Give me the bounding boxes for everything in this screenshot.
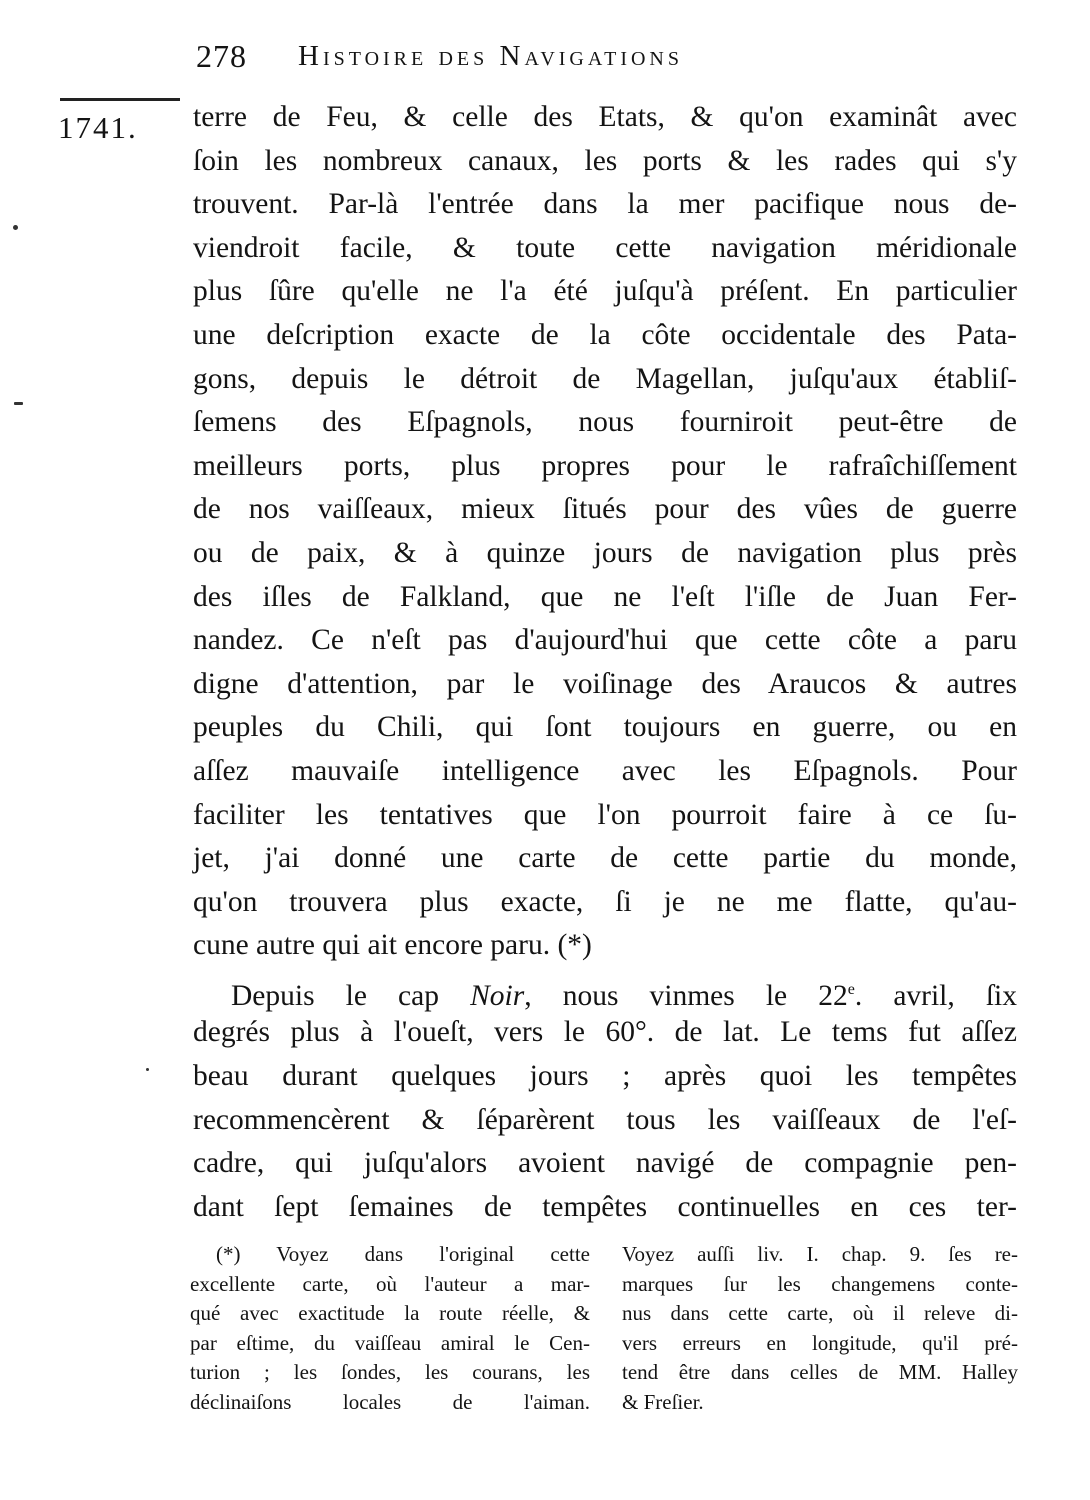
footnote-line: qué avec exactitude la route réelle, &	[190, 1301, 590, 1325]
text-line: ſoin les nombreux canaux, les ports & les rades qui s'y	[193, 144, 1017, 177]
text-line: cune autre qui ait encore paru. (*)	[193, 929, 592, 962]
footnote-line: (*) Voyez dans l'original cette	[216, 1242, 590, 1266]
text-line: dant ſept ſemaines de tempêtes continuelles en ces ter-	[193, 1190, 1017, 1223]
text-run: . avril, ſix	[854, 979, 1017, 1012]
footnote-line: nus dans cette carte, où il releve di-	[622, 1301, 1018, 1325]
text-line: des iſles de Falkland, que ne l'eſt l'iſle de Juan Fer-	[193, 580, 1017, 613]
footnote-column-right	[622, 1240, 1018, 1417]
text-line: une deſcription exacte de la côte occidentale des Pata-	[193, 318, 1017, 351]
text-line: recommencèrent & ſéparèrent tous les vaiſſeaux de l'eſ-	[193, 1103, 1017, 1136]
paragraph-first-line	[193, 968, 1017, 1012]
italic-place-name: Noir	[470, 979, 525, 1012]
text-line: viendroit facile, & toute cette navigation méridionale	[193, 231, 1017, 264]
footnote-line: turion ; les ſondes, les courans, les	[190, 1360, 590, 1384]
text-line: meilleurs ports, plus propres pour le rafraîchiſſement	[193, 449, 1017, 482]
text-line: qu'on trouvera plus exacte, ſi je ne me flatte, qu'au-	[193, 885, 1017, 918]
text-run: Depuis le cap	[231, 979, 471, 1012]
text-line: nandez. Ce n'eſt pas d'aujourd'hui que cette côte a paru	[193, 624, 1017, 657]
text-line: de nos vaiſſeaux, mieux ſitués pour des vûes de guerre	[193, 493, 1017, 526]
running-title: Histoire des Navigations	[298, 40, 683, 72]
footnote-line: excellente carte, où l'auteur a mar-	[190, 1271, 590, 1296]
page-number: 278	[196, 38, 247, 74]
text-line: peuples du Chili, qui ſont toujours en guerre, ou en	[193, 711, 1017, 744]
footnotes	[190, 1240, 1022, 1450]
running-head	[196, 38, 976, 82]
superscript: e	[847, 980, 855, 998]
text-line: beau durant quelques jours ; après quoi les tempêtes	[193, 1060, 1017, 1093]
text-line: faciliter les tentatives que l'on pourroit faire à ce ſu-	[193, 798, 1017, 831]
main-text	[193, 96, 1017, 1229]
text-line: jet, j'ai donné une carte de cette partie du monde,	[193, 842, 1017, 875]
text-line: terre de Feu, & celle des Etats, & qu'on examinât avec	[193, 101, 1017, 133]
text-line: plus ſûre qu'elle ne l'a été juſqu'à préſent. En particulier	[193, 275, 1017, 308]
footnote-line: par eſtime, du vaiſſeau amiral le Cen-	[190, 1330, 590, 1355]
footnote-column-left	[190, 1240, 590, 1417]
footnote-line: vers erreurs en longitude, qu'il pré-	[622, 1330, 1018, 1355]
footnote-line: & Freſier.	[622, 1389, 704, 1414]
text-line: cadre, qui juſqu'alors avoient navigé de compagnie pen-	[193, 1147, 1017, 1180]
footnote-line: tend être dans celles de MM. Halley	[622, 1360, 1018, 1384]
text-run: , nous vinmes le 22	[524, 979, 848, 1012]
footnote-line: marques ſur les changemens conte-	[622, 1271, 1018, 1296]
text-line: aſſez mauvaiſe intelligence avec les Eſpagnols. Pour	[193, 754, 1017, 787]
text-line: ou de paix, & à quinze jours de navigation plus près	[193, 536, 1017, 569]
text-line: degrés plus à l'oueſt, vers le 60°. de lat. Le tems fut aſſez	[193, 1016, 1017, 1049]
ink-speck	[13, 225, 18, 230]
margin-rule	[60, 98, 180, 101]
footnote-line: déclinaiſons locales de l'aiman.	[190, 1389, 590, 1414]
text-line: ſemens des Eſpagnols, nous fourniroit peut-être de	[193, 406, 1017, 439]
text-line: gons, depuis le détroit de Magellan, juſqu'aux établiſ-	[193, 362, 1017, 395]
text-line: digne d'attention, par le voiſinage des Araucos & autres	[193, 667, 1017, 700]
text-line: trouvent. Par-là l'entrée dans la mer pacifique nous de-	[193, 188, 1017, 221]
footnote-line: Voyez auſſi liv. I. chap. 9. ſes re-	[622, 1242, 1018, 1266]
ink-speck	[14, 402, 23, 405]
margin-year: 1741.	[58, 110, 138, 145]
ink-speck	[146, 1068, 149, 1071]
